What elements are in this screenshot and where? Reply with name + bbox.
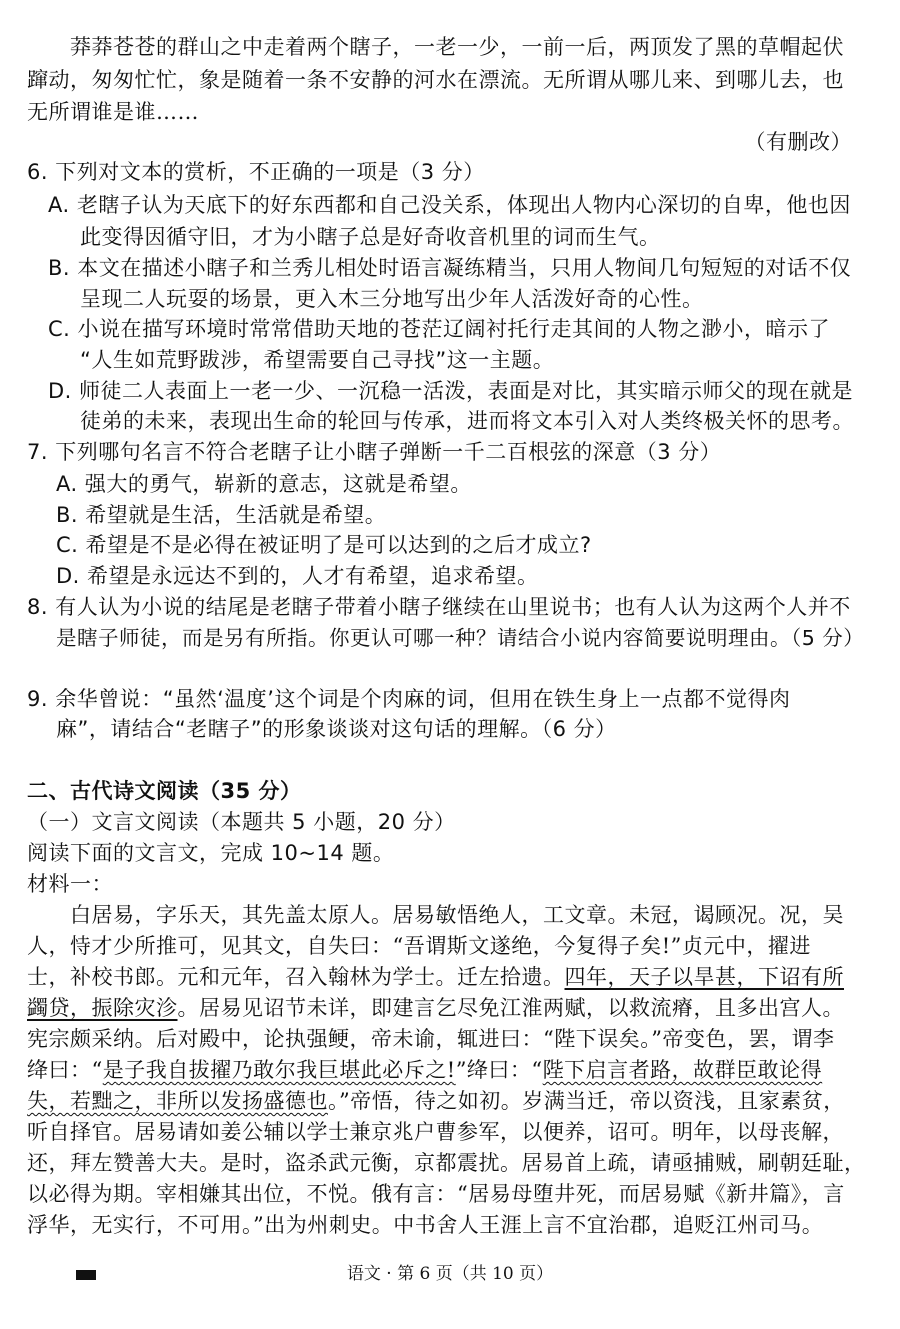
classical-line: 浮华，无实行，不可用。”出为州刺史。中书舍人王涯上言不宜治郡，追贬江州司马。 bbox=[27, 1213, 824, 1237]
question-6-option-b: B. 本文在描述小瞎子和兰秀儿相处时语言凝练精当，只用人物间几句短短的对话不仅 bbox=[48, 256, 852, 280]
classical-text: ”绛曰：“ bbox=[455, 1058, 543, 1082]
question-7-option-a: A. 强大的勇气，崭新的意志，这就是希望。 bbox=[56, 472, 472, 496]
question-6-option-c-cont: “人生如荒野跋涉，希望需要自己寻找”这一主题。 bbox=[80, 348, 555, 372]
classical-line: 听自择官。居易请如姜公辅以学士兼京兆户曹参军，以便养，诏可。明年，以母丧解， bbox=[27, 1120, 844, 1144]
page-footer: 语文 · 第 6 页（共 10 页） bbox=[346, 1264, 554, 1284]
classical-line bbox=[27, 1086, 845, 1116]
classical-line bbox=[27, 1055, 822, 1085]
classical-text: 。”帝悟，待之如初。岁满当迁，帝以资浅，且家素贫， bbox=[328, 1089, 845, 1113]
question-6-option-d: D. 师徒二人表面上一老一少、一沉稳一活泼，表面是对比，其实暗示师父的现在就是 bbox=[48, 379, 854, 403]
classical-line: 宪宗颇采纳。后对殿中，论执强鲠，帝未谕，辄进曰：“陛下误矣。”帝变色，罢，谓李 bbox=[27, 1027, 835, 1051]
question-8-stem: 8. 有人认为小说的结尾是老瞎子带着小瞎子继续在山里说书；也有人认为这两个人并不 bbox=[27, 595, 851, 619]
passage-line: 蹿动，匆匆忙忙，象是随着一条不安静的河水在漂流。无所谓从哪儿来、到哪儿去，也 bbox=[27, 68, 844, 92]
classical-line bbox=[27, 962, 844, 992]
classical-line: 人，恃才少所推可，见其文，自失曰：“吾谓斯文遂绝，今复得子矣!”贞元中，擢进 bbox=[27, 934, 811, 958]
question-6-option-a: A. 老瞎子认为天底下的好东西都和自己没关系，体现出人物内心深切的自卑，他也因 bbox=[48, 193, 851, 217]
wavy-underlined-sentence: 是子我自拔擢乃敢尔我巨堪此必斥之! bbox=[102, 1058, 456, 1082]
question-6-option-d-cont: 徒弟的未来，表现出生命的轮回与传承，进而将文本引入对人类终极关怀的思考。 bbox=[80, 409, 854, 433]
passage-line: 莽莽苍苍的群山之中走着两个瞎子，一老一少，一前一后，两顶发了黑的草帽起伏 bbox=[70, 35, 844, 59]
question-7-option-b: B. 希望就是生活，生活就是希望。 bbox=[56, 503, 387, 527]
section-heading: 二、古代诗文阅读（35 分） bbox=[27, 779, 302, 803]
passage-line: 无所谓谁是谁…… bbox=[27, 100, 199, 124]
question-7-stem: 7. 下列哪句名言不符合老瞎子让小瞎子弹断一千二百根弦的深意（3 分） bbox=[27, 440, 722, 464]
question-7-option-d: D. 希望是永远达不到的，人才有希望，追求希望。 bbox=[56, 564, 539, 588]
question-7-option-c: C. 希望是不是必得在被证明了是可以达到的之后才成立? bbox=[56, 533, 592, 557]
question-6-option-b-cont: 呈现二人玩耍的场景，更入木三分地写出少年人活泼好奇的心性。 bbox=[80, 287, 704, 311]
reading-instruction: 阅读下面的文言文，完成 10~14 题。 bbox=[27, 841, 395, 865]
classical-text: 士，补校书郎。元和元年，召入翰林为学士。迁左拾遗。 bbox=[27, 965, 565, 989]
classical-line: 以必得为期。宰相嫌其出位，不悦。俄有言：“居易母堕井死，而居易赋《新井篇》，言 bbox=[27, 1182, 845, 1206]
question-9-stem: 9. 余华曾说：“虽然‘温度’这个词是个肉麻的词，但用在铁生身上一点都不觉得肉 bbox=[27, 687, 791, 711]
subsection-heading: （一）文言文阅读（本题共 5 小题，20 分） bbox=[27, 810, 456, 834]
question-6-stem: 6. 下列对文本的赏析，不正确的一项是（3 分） bbox=[27, 160, 485, 184]
classical-text: 绛曰：“ bbox=[27, 1058, 103, 1082]
underlined-sentence: 蠲贷，振除灾沴 bbox=[27, 996, 178, 1020]
passage-note: （有删改） bbox=[744, 130, 852, 154]
question-6-option-a-cont: 此变得因循守旧，才为小瞎子总是好奇收音机里的词而生气。 bbox=[80, 225, 661, 249]
question-6-option-c: C. 小说在描写环境时常常借助天地的苍茫辽阔衬托行走其间的人物之渺小，暗示了 bbox=[48, 317, 831, 341]
question-9-stem-cont: 麻”，请结合“老瞎子”的形象谈谈对这句话的理解。（6 分） bbox=[56, 717, 617, 741]
underlined-sentence: 四年，天子以旱甚，下诏有所 bbox=[564, 965, 844, 989]
wavy-underlined-sentence: 陛下启言者路，故群臣敢论得 bbox=[542, 1058, 823, 1082]
classical-text: 。居易见诏节未详，即建言乞尽免江淮两赋，以救流瘠，且多出宫人。 bbox=[177, 996, 844, 1020]
question-8-stem-cont: 是瞎子师徒，而是另有所指。你更认可哪一种？请结合小说内容简要说明理由。（5 分） bbox=[56, 626, 865, 650]
classical-line: 还，拜左赞善大夫。是时，盗杀武元衡，京都震扰。居易首上疏，请亟捕贼，刷朝廷耻， bbox=[27, 1151, 866, 1175]
material-label: 材料一： bbox=[27, 872, 113, 896]
classical-line bbox=[27, 993, 844, 1023]
classical-line: 白居易，字乐天，其先盖太原人。居易敏悟绝人，工文章。未冠，谒顾况。况，吴 bbox=[70, 903, 844, 927]
wavy-underlined-sentence: 失，若黜之，非所以发扬盛德也 bbox=[27, 1089, 328, 1113]
